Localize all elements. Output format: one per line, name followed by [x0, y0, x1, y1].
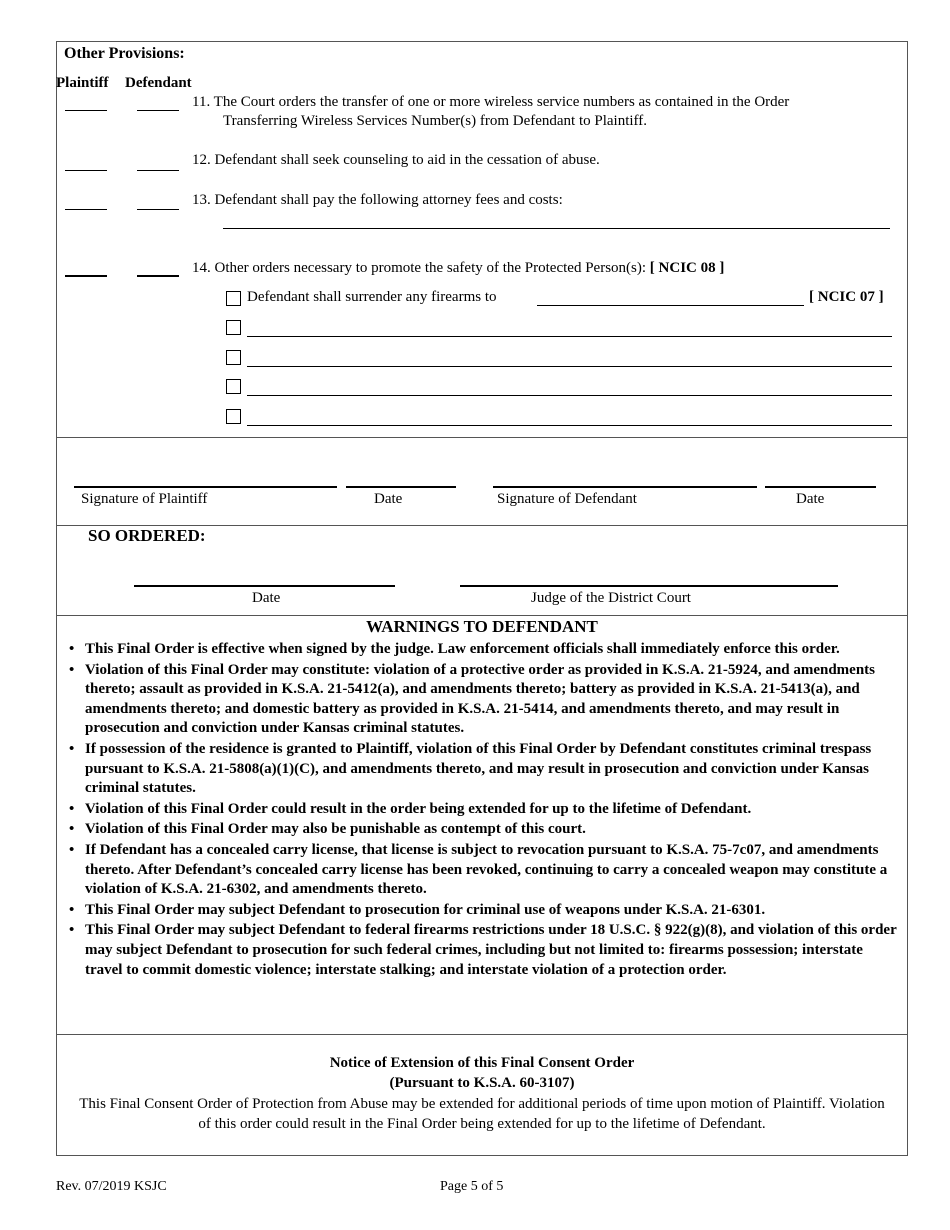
- plaintiff-initial-12[interactable]: [65, 170, 107, 171]
- warning-item: • If possession of the residence is granted to Plaintiff, violation of this Final Order by Defendant constitutes criminal trespass pursuant to K.S.A. 21-5808(a)(1)(C), and amendments thereto, and may result in prosecution and conviction under Kansas criminal statutes.: [69, 740, 901, 799]
- defendant-date-label: Date: [796, 491, 825, 507]
- notice-section: [57, 1035, 907, 1155]
- item-14-label: 14. Other orders necessary to promote the safety of the Protected Person(s):: [192, 260, 647, 276]
- defendant-initial-14[interactable]: [137, 275, 179, 277]
- item-14-text: [192, 260, 724, 277]
- so-ordered-heading: SO ORDERED:: [88, 526, 206, 545]
- defendant-initial-12[interactable]: [137, 170, 179, 171]
- signatures-section: [57, 438, 907, 526]
- warning-item: • If Defendant has a concealed carry license, that license is subject to revocation pursuant to K.S.A. 75-7c07, and amendments thereto. After Defendant’s concealed carry license has been revoked, continuing to carry a concealed weapon may constitute a violation of K.S.A. 21-6302, and amendments thereto.: [69, 841, 901, 900]
- defendant-signature-label: Signature of Defendant: [497, 491, 637, 507]
- warning-item: • This Final Order may subject Defendant to federal firearms restrictions under 18 U.S.C. § 922(g)(8), and violation of this order may subject Defendant to prosecution for such federal crimes, including but not limited to: firearms possession; interstate travel to commit domestic violence; interstate stalking; and interstate violation of a protection order.: [69, 921, 901, 980]
- other-provisions-section: [57, 42, 907, 438]
- attorney-fees-line[interactable]: [223, 228, 890, 229]
- plaintiff-signature-line[interactable]: [74, 486, 337, 488]
- warning-item: • Violation of this Final Order may also be punishable as contempt of this court.: [69, 820, 901, 840]
- warning-item: • Violation of this Final Order could result in the order being extended for up to the lifetime of Defendant.: [69, 800, 901, 820]
- plaintiff-initial-11[interactable]: [65, 110, 107, 111]
- section-heading: Other Provisions:: [64, 45, 185, 62]
- col-plaintiff-label: Plaintiff: [56, 75, 109, 91]
- page-number: Page 5 of 5: [440, 1179, 504, 1194]
- plaintiff-date-line[interactable]: [346, 486, 456, 488]
- judge-signature-line[interactable]: [460, 585, 838, 587]
- order-date-label: Date: [252, 590, 281, 606]
- plaintiff-signature-label: Signature of Plaintiff: [81, 491, 208, 507]
- warning-item: • This Final Order is effective when signed by the judge. Law enforcement officials shall immediately enforce this order.: [69, 640, 901, 660]
- col-defendant-label: Defendant: [125, 75, 192, 91]
- extra-order-checkbox-2[interactable]: [226, 350, 241, 365]
- warnings-section: [57, 616, 907, 1035]
- warnings-list: [69, 640, 901, 981]
- firearms-recipient-line[interactable]: [537, 305, 804, 306]
- warnings-heading: WARNINGS TO DEFENDANT: [366, 617, 598, 636]
- plaintiff-initial-14[interactable]: [65, 275, 107, 277]
- item-11-text-cont: Transferring Wireless Services Number(s) from Defendant to Plaintiff.: [223, 113, 648, 129]
- revision-label: Rev. 07/2019 KSJC: [56, 1179, 167, 1194]
- order-date-line[interactable]: [134, 585, 395, 587]
- warning-item: • Violation of this Final Order may constitute: violation of a protective order as provided in K.S.A. 21-5924, and amendments thereto; assault as provided in K.S.A. 21-5412(a), and amendments thereto; battery as provided in K.S.A. 21-5413(a), and amendments thereto; and domestic battery as provided in K.S.A. 21-5414, and amendments thereto, and may result in prosecution and conviction under Kansas criminal statutes.: [69, 661, 901, 739]
- defendant-date-line[interactable]: [765, 486, 876, 488]
- defendant-signature-line[interactable]: [493, 486, 757, 488]
- ncic-08-tag: [ NCIC 08 ]: [649, 260, 725, 276]
- item-13-text: 13. Defendant shall pay the following attorney fees and costs:: [192, 192, 563, 208]
- notice-body: This Final Consent Order of Protection from Abuse may be extended for additional periods of time upon motion of Plaintiff. Violation of this order could result in the Final Order being extended for up to the lifetime of Defendant.: [79, 1096, 885, 1132]
- firearms-text: Defendant shall surrender any firearms to: [247, 289, 497, 305]
- so-ordered-section: [57, 526, 907, 616]
- judge-label: Judge of the District Court: [531, 590, 691, 606]
- extra-order-line-1[interactable]: [247, 336, 892, 337]
- plaintiff-initial-13[interactable]: [65, 209, 107, 210]
- extra-order-line-2[interactable]: [247, 366, 892, 367]
- ncic-07-tag: [ NCIC 07 ]: [809, 289, 884, 305]
- item-12-text: 12. Defendant shall seek counseling to aid in the cessation of abuse.: [192, 152, 600, 168]
- notice-title: Notice of Extension of this Final Consent Order: [329, 1055, 635, 1071]
- notice-subtitle: (Pursuant to K.S.A. 60-3107): [389, 1075, 575, 1091]
- extra-order-checkbox-1[interactable]: [226, 320, 241, 335]
- item-11-text: 11. The Court orders the transfer of one or more wireless service numbers as contained in the Order: [192, 94, 790, 110]
- warning-item: • This Final Order may subject Defendant to prosecution for criminal use of weapons under K.S.A. 21-6301.: [69, 901, 901, 921]
- firearms-checkbox[interactable]: [226, 291, 241, 306]
- extra-order-line-4[interactable]: [247, 425, 892, 426]
- extra-order-checkbox-3[interactable]: [226, 379, 241, 394]
- defendant-initial-11[interactable]: [137, 110, 179, 111]
- extra-order-line-3[interactable]: [247, 395, 892, 396]
- form-frame: [56, 41, 908, 1156]
- extra-order-checkbox-4[interactable]: [226, 409, 241, 424]
- defendant-initial-13[interactable]: [137, 209, 179, 210]
- plaintiff-date-label: Date: [374, 491, 403, 507]
